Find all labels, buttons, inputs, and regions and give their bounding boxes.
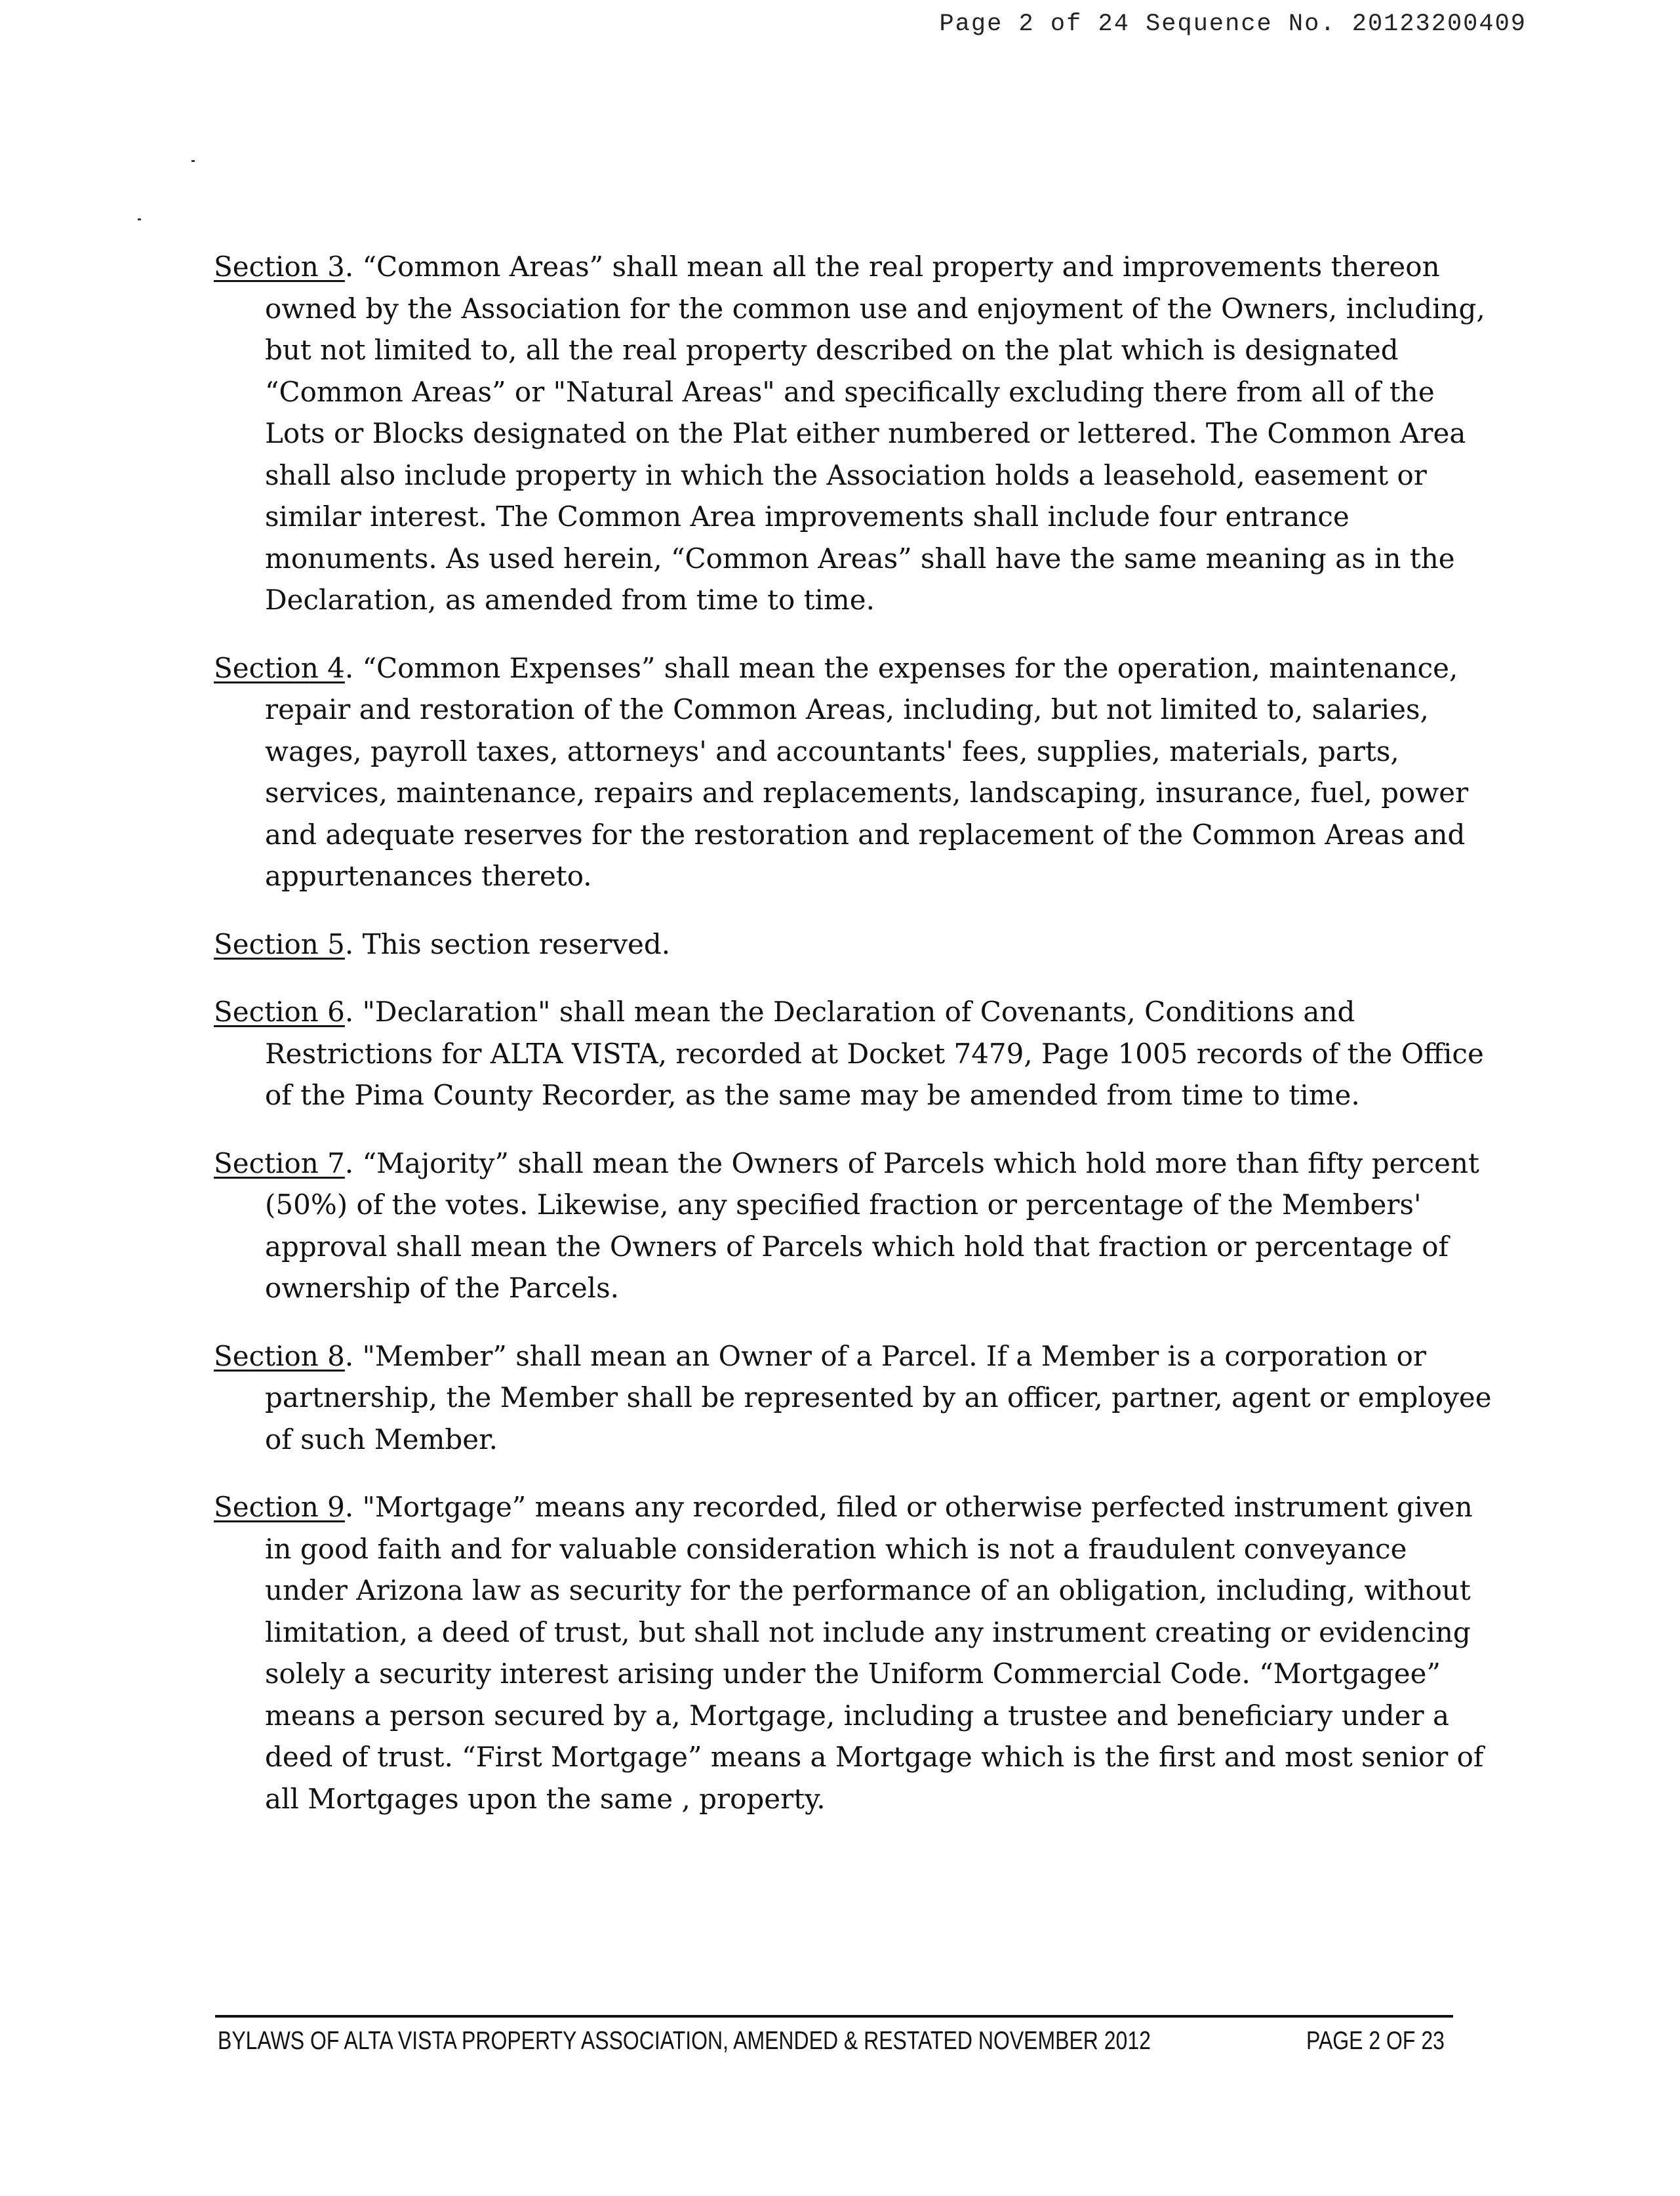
- scan-speck: [138, 218, 141, 220]
- section-text: . “Common Expenses” shall mean the expenses for the operation, maintenance, repair and restoration of the Common Areas, including, but not limited to, salaries, wages, payroll taxes, attorneys' and accountants' fees, supplies, materials, parts, services, maintenance, repairs and replacements, landscaping, insurance, fuel, power and adequate reserves for the restoration and replacement of the Common Areas and appurtenances thereto.: [265, 651, 1469, 892]
- document-body: [214, 246, 1492, 1846]
- section-5: [214, 924, 1492, 966]
- section-label: Section 5: [214, 927, 345, 960]
- section-text: . "Declaration" shall mean the Declaration of Covenants, Conditions and Restrictions for ALTA VISTA, recorded at Docket 7479, Page 1005 records of the Office of the Pima County Recorder, as the same may be amended from time to time.: [265, 996, 1484, 1111]
- section-label: Section 9: [214, 1491, 345, 1523]
- section-6: [214, 991, 1492, 1116]
- section-text: . "Mortgage” means any recorded, filed or otherwise perfected instrument given in good faith and for valuable consideration which is not a fraudulent conveyance under Arizona law as security for the performance of an obligation, including, without limitation, a deed of trust, but shall not include any instrument creating or evidencing solely a security interest arising under the Uniform Commercial Code. “Mortgagee” means a person secured by a, Mortgage, including a trustee and beneficiary under a deed of trust. “First Mortgage” means a Mortgage which is the first and most senior of all Mortgages upon the same , property.: [265, 1491, 1484, 1815]
- scan-speck: [191, 160, 195, 162]
- footer-document-title: BYLAWS OF ALTA VISTA PROPERTY ASSOCIATION, AMENDED & RESTATED NOVEMBER 2012: [218, 2027, 1151, 2055]
- footer-page-number: PAGE 2 OF 23: [1306, 2027, 1445, 2055]
- section-text: . “Common Areas” shall mean all the real property and improvements thereon owned by the Association for the common use and enjoyment of the Owners, including, but not limited to, all the real property described on the plat which is designated “Common Areas” or "Natural Areas" and specifically excluding there from all of the Lots or Blocks designated on the Plat either numbered or lettered. The Common Area shall also include property in which the Association holds a leasehold, easement or similar interest. The Common Area improvements shall include four entrance monuments. As used herein, “Common Areas” shall have the same meaning as in the Declaration, as amended from time to time.: [265, 251, 1485, 616]
- section-7: [214, 1143, 1492, 1309]
- footer-rule: [215, 2015, 1453, 2018]
- section-text: . This section reserved.: [344, 927, 671, 960]
- section-label: Section 8: [214, 1339, 345, 1372]
- section-label: Section 3: [214, 251, 345, 283]
- section-label: Section 7: [214, 1147, 345, 1179]
- section-text: . "Member” shall mean an Owner of a Parcel. If a Member is a corporation or partnership, the Member shall be represented by an officer, partner, agent or employee of such Member.: [265, 1339, 1492, 1455]
- section-8: [214, 1335, 1492, 1461]
- section-3: [214, 246, 1492, 621]
- section-9: [214, 1486, 1492, 1820]
- section-label: Section 6: [214, 996, 345, 1028]
- section-text: . “Majority” shall mean the Owners of Parcels which hold more than fifty percent (50%) of the votes. Likewise, any specified fraction or percentage of the Members' approval shall mean the Owners of Parcels which hold that fraction or percentage of ownership of the Parcels.: [265, 1147, 1479, 1304]
- section-4: [214, 647, 1492, 897]
- page-sequence-stamp: Page 2 of 24 Sequence No. 20123200409: [939, 10, 1527, 38]
- section-label: Section 4: [214, 651, 345, 684]
